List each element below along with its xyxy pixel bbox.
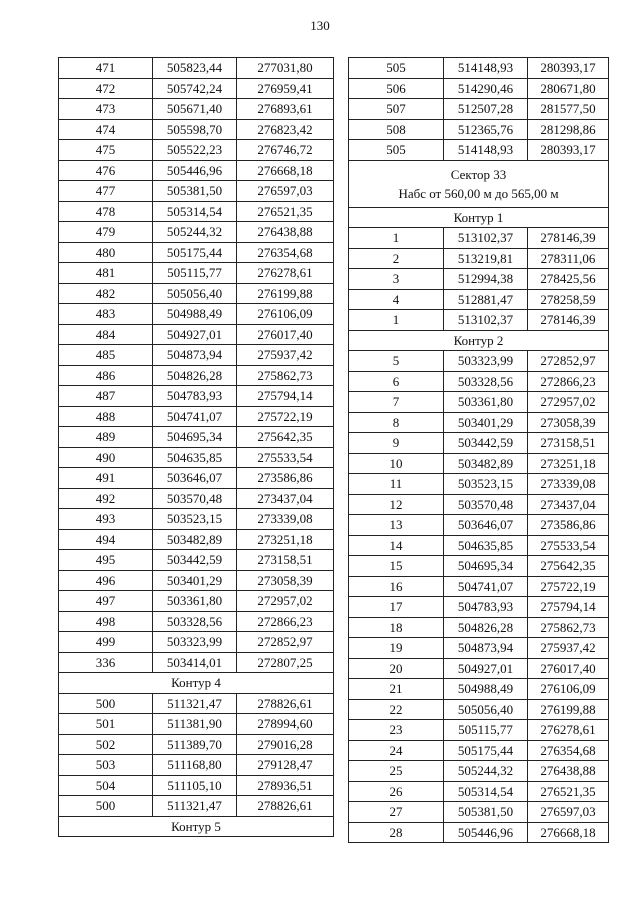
table-row — [59, 570, 334, 591]
x-coordinate-cell: 505381,50 — [444, 802, 528, 823]
table-row — [59, 386, 334, 407]
y-coordinate-cell: 278994,60 — [237, 714, 334, 735]
x-coordinate-cell: 505056,40 — [444, 699, 528, 720]
point-number-cell: 489 — [59, 427, 153, 448]
y-coordinate-cell: 272866,23 — [237, 611, 334, 632]
table-row — [349, 576, 609, 597]
contour-header: Контур 2 — [349, 330, 609, 351]
y-coordinate-cell: 276597,03 — [237, 181, 334, 202]
x-coordinate-cell: 504741,07 — [444, 576, 528, 597]
point-number-cell: 336 — [59, 652, 153, 673]
y-coordinate-cell: 276199,88 — [528, 699, 609, 720]
point-number-cell: 12 — [349, 494, 444, 515]
point-number-cell: 482 — [59, 283, 153, 304]
x-coordinate-cell: 505742,24 — [153, 78, 237, 99]
x-coordinate-cell: 503442,59 — [444, 433, 528, 454]
table-row — [349, 781, 609, 802]
point-number-cell: 26 — [349, 781, 444, 802]
point-number-cell: 25 — [349, 761, 444, 782]
point-number-cell: 472 — [59, 78, 153, 99]
y-coordinate-cell: 275642,35 — [237, 427, 334, 448]
point-number-cell: 505 — [349, 58, 444, 79]
y-coordinate-cell: 273339,08 — [528, 474, 609, 495]
x-coordinate-cell: 503328,56 — [153, 611, 237, 632]
table-row — [349, 802, 609, 823]
x-coordinate-cell: 503570,48 — [444, 494, 528, 515]
y-coordinate-cell: 273251,18 — [528, 453, 609, 474]
point-number-cell: 3 — [349, 269, 444, 290]
y-coordinate-cell: 281577,50 — [528, 99, 609, 120]
table-row — [349, 228, 609, 249]
x-coordinate-cell: 503361,80 — [153, 591, 237, 612]
y-coordinate-cell: 281298,86 — [528, 119, 609, 140]
point-number-cell: 500 — [59, 796, 153, 817]
y-coordinate-cell: 279016,28 — [237, 734, 334, 755]
y-coordinate-cell: 276354,68 — [237, 242, 334, 263]
table-row — [59, 468, 334, 489]
table-row — [59, 324, 334, 345]
y-coordinate-cell: 275862,73 — [528, 617, 609, 638]
x-coordinate-cell: 512994,38 — [444, 269, 528, 290]
x-coordinate-cell: 514148,93 — [444, 140, 528, 161]
y-coordinate-cell: 276823,42 — [237, 119, 334, 140]
table-row — [59, 529, 334, 550]
table-row — [59, 263, 334, 284]
x-coordinate-cell: 504826,28 — [444, 617, 528, 638]
x-coordinate-cell: 505314,54 — [153, 201, 237, 222]
x-coordinate-cell: 511381,90 — [153, 714, 237, 735]
point-number-cell: 480 — [59, 242, 153, 263]
table-row — [349, 617, 609, 638]
y-coordinate-cell: 272866,23 — [528, 371, 609, 392]
table-row — [349, 392, 609, 413]
coordinates-table-left — [58, 57, 334, 837]
point-number-cell: 478 — [59, 201, 153, 222]
x-coordinate-cell: 505314,54 — [444, 781, 528, 802]
y-coordinate-cell: 273058,39 — [528, 412, 609, 433]
contour-header: Контур 1 — [349, 207, 609, 228]
x-coordinate-cell: 503523,15 — [444, 474, 528, 495]
table-row — [59, 775, 334, 796]
table-row — [59, 242, 334, 263]
table-row — [349, 699, 609, 720]
table-row — [349, 99, 609, 120]
y-coordinate-cell: 272852,97 — [528, 351, 609, 372]
point-number-cell: 19 — [349, 638, 444, 659]
x-coordinate-cell: 512881,47 — [444, 289, 528, 310]
point-number-cell: 8 — [349, 412, 444, 433]
x-coordinate-cell: 513102,37 — [444, 310, 528, 331]
table-row — [349, 515, 609, 536]
y-coordinate-cell: 273339,08 — [237, 509, 334, 530]
x-coordinate-cell: 503523,15 — [153, 509, 237, 530]
point-number-cell: 506 — [349, 78, 444, 99]
x-coordinate-cell: 504927,01 — [444, 658, 528, 679]
table-row — [59, 427, 334, 448]
point-number-cell: 18 — [349, 617, 444, 638]
x-coordinate-cell: 511321,47 — [153, 693, 237, 714]
x-coordinate-cell: 505115,77 — [153, 263, 237, 284]
point-number-cell: 23 — [349, 720, 444, 741]
x-coordinate-cell: 503361,80 — [444, 392, 528, 413]
table-row — [59, 550, 334, 571]
sector-header — [349, 160, 609, 207]
point-number-cell: 505 — [349, 140, 444, 161]
point-number-cell: 1 — [349, 310, 444, 331]
point-number-cell: 501 — [59, 714, 153, 735]
x-coordinate-cell: 503442,59 — [153, 550, 237, 571]
y-coordinate-cell: 276278,61 — [237, 263, 334, 284]
point-number-cell: 27 — [349, 802, 444, 823]
x-coordinate-cell: 505446,96 — [444, 822, 528, 843]
x-coordinate-cell: 504635,85 — [153, 447, 237, 468]
table-row — [349, 658, 609, 679]
table-row — [59, 345, 334, 366]
x-coordinate-cell: 505381,50 — [153, 181, 237, 202]
y-coordinate-cell: 276521,35 — [528, 781, 609, 802]
point-number-cell: 15 — [349, 556, 444, 577]
point-number-cell: 498 — [59, 611, 153, 632]
y-coordinate-cell: 276746,72 — [237, 140, 334, 161]
point-number-cell: 477 — [59, 181, 153, 202]
point-number-cell: 495 — [59, 550, 153, 571]
point-number-cell: 481 — [59, 263, 153, 284]
x-coordinate-cell: 505175,44 — [444, 740, 528, 761]
point-number-cell: 11 — [349, 474, 444, 495]
table-row — [59, 591, 334, 612]
x-coordinate-cell: 505115,77 — [444, 720, 528, 741]
point-number-cell: 492 — [59, 488, 153, 509]
table-row — [59, 406, 334, 427]
y-coordinate-cell: 273251,18 — [237, 529, 334, 550]
y-coordinate-cell: 276959,41 — [237, 78, 334, 99]
x-coordinate-cell: 511321,47 — [153, 796, 237, 817]
x-coordinate-cell: 505244,32 — [153, 222, 237, 243]
point-number-cell: 9 — [349, 433, 444, 454]
point-number-cell: 13 — [349, 515, 444, 536]
table-row — [59, 734, 334, 755]
x-coordinate-cell: 512365,76 — [444, 119, 528, 140]
y-coordinate-cell: 275533,54 — [237, 447, 334, 468]
table-row — [59, 140, 334, 161]
table-row — [349, 761, 609, 782]
table-row — [59, 365, 334, 386]
x-coordinate-cell: 503414,01 — [153, 652, 237, 673]
x-coordinate-cell: 503323,99 — [444, 351, 528, 372]
point-number-cell: 502 — [59, 734, 153, 755]
y-coordinate-cell: 276893,61 — [237, 99, 334, 120]
x-coordinate-cell: 505598,70 — [153, 119, 237, 140]
contour-header-row — [59, 673, 334, 694]
x-coordinate-cell: 504695,34 — [153, 427, 237, 448]
point-number-cell: 490 — [59, 447, 153, 468]
y-coordinate-cell: 275533,54 — [528, 535, 609, 556]
contour-header: Контур 4 — [59, 673, 334, 694]
x-coordinate-cell: 504783,93 — [444, 597, 528, 618]
contour-header-row — [349, 207, 609, 228]
point-number-cell: 493 — [59, 509, 153, 530]
y-coordinate-cell: 276668,18 — [528, 822, 609, 843]
point-number-cell: 4 — [349, 289, 444, 310]
y-coordinate-cell: 275794,14 — [237, 386, 334, 407]
x-coordinate-cell: 504927,01 — [153, 324, 237, 345]
y-coordinate-cell: 278425,56 — [528, 269, 609, 290]
y-coordinate-cell: 273437,04 — [528, 494, 609, 515]
table-row — [349, 140, 609, 161]
table-row — [349, 556, 609, 577]
x-coordinate-cell: 513219,81 — [444, 248, 528, 269]
y-coordinate-cell: 279128,47 — [237, 755, 334, 776]
table-row — [349, 371, 609, 392]
table-row — [59, 283, 334, 304]
x-coordinate-cell: 513102,37 — [444, 228, 528, 249]
y-coordinate-cell: 272807,25 — [237, 652, 334, 673]
x-coordinate-cell: 511168,80 — [153, 755, 237, 776]
x-coordinate-cell: 503570,48 — [153, 488, 237, 509]
x-coordinate-cell: 504635,85 — [444, 535, 528, 556]
table-row — [59, 181, 334, 202]
y-coordinate-cell: 273158,51 — [237, 550, 334, 571]
x-coordinate-cell: 503482,89 — [153, 529, 237, 550]
table-row — [59, 78, 334, 99]
y-coordinate-cell: 273586,86 — [528, 515, 609, 536]
point-number-cell: 479 — [59, 222, 153, 243]
point-number-cell: 475 — [59, 140, 153, 161]
table-row — [59, 119, 334, 140]
point-number-cell: 488 — [59, 406, 153, 427]
y-coordinate-cell: 278826,61 — [237, 693, 334, 714]
point-number-cell: 494 — [59, 529, 153, 550]
contour-header-row — [349, 330, 609, 351]
y-coordinate-cell: 278311,06 — [528, 248, 609, 269]
point-number-cell: 14 — [349, 535, 444, 556]
point-number-cell: 22 — [349, 699, 444, 720]
table-row — [349, 597, 609, 618]
table-row — [349, 453, 609, 474]
x-coordinate-cell: 505175,44 — [153, 242, 237, 263]
x-coordinate-cell: 505522,23 — [153, 140, 237, 161]
table-row — [349, 494, 609, 515]
x-coordinate-cell: 504873,94 — [153, 345, 237, 366]
y-coordinate-cell: 276278,61 — [528, 720, 609, 741]
x-coordinate-cell: 514290,46 — [444, 78, 528, 99]
y-coordinate-cell: 277031,80 — [237, 58, 334, 79]
point-number-cell: 7 — [349, 392, 444, 413]
y-coordinate-cell: 276199,88 — [237, 283, 334, 304]
y-coordinate-cell: 275937,42 — [528, 638, 609, 659]
table-row — [59, 632, 334, 653]
table-row — [59, 755, 334, 776]
x-coordinate-cell: 505823,44 — [153, 58, 237, 79]
point-number-cell: 487 — [59, 386, 153, 407]
table-row — [349, 638, 609, 659]
point-number-cell: 485 — [59, 345, 153, 366]
point-number-cell: 10 — [349, 453, 444, 474]
point-number-cell: 499 — [59, 632, 153, 653]
x-coordinate-cell: 504783,93 — [153, 386, 237, 407]
point-number-cell: 471 — [59, 58, 153, 79]
point-number-cell: 24 — [349, 740, 444, 761]
y-coordinate-cell: 272957,02 — [237, 591, 334, 612]
table-row — [349, 289, 609, 310]
coordinates-table-right — [348, 57, 609, 843]
point-number-cell: 500 — [59, 693, 153, 714]
table-row — [349, 351, 609, 372]
y-coordinate-cell: 276597,03 — [528, 802, 609, 823]
y-coordinate-cell: 272852,97 — [237, 632, 334, 653]
point-number-cell: 476 — [59, 160, 153, 181]
point-number-cell: 483 — [59, 304, 153, 325]
y-coordinate-cell: 273058,39 — [237, 570, 334, 591]
table-row — [349, 474, 609, 495]
table-row — [59, 693, 334, 714]
y-coordinate-cell: 273437,04 — [237, 488, 334, 509]
table-row — [59, 99, 334, 120]
y-coordinate-cell: 275862,73 — [237, 365, 334, 386]
x-coordinate-cell: 505244,32 — [444, 761, 528, 782]
y-coordinate-cell: 276438,88 — [237, 222, 334, 243]
contour-header: Контур 5 — [59, 816, 334, 837]
x-coordinate-cell: 505446,96 — [153, 160, 237, 181]
point-number-cell: 28 — [349, 822, 444, 843]
x-coordinate-cell: 503646,07 — [153, 468, 237, 489]
table-row — [59, 488, 334, 509]
table-row — [349, 433, 609, 454]
table-row — [59, 652, 334, 673]
table-row — [59, 796, 334, 817]
y-coordinate-cell: 278826,61 — [237, 796, 334, 817]
sector-header-row — [349, 160, 609, 207]
x-coordinate-cell: 504988,49 — [444, 679, 528, 700]
page-number: 130 — [310, 18, 330, 33]
point-number-cell: 503 — [59, 755, 153, 776]
y-coordinate-cell: 275722,19 — [237, 406, 334, 427]
x-coordinate-cell: 505056,40 — [153, 283, 237, 304]
y-coordinate-cell: 276017,40 — [237, 324, 334, 345]
x-coordinate-cell: 505671,40 — [153, 99, 237, 120]
x-coordinate-cell: 511105,10 — [153, 775, 237, 796]
x-coordinate-cell: 504873,94 — [444, 638, 528, 659]
y-coordinate-cell: 276106,09 — [237, 304, 334, 325]
y-coordinate-cell: 280671,80 — [528, 78, 609, 99]
x-coordinate-cell: 504826,28 — [153, 365, 237, 386]
point-number-cell: 473 — [59, 99, 153, 120]
point-number-cell: 474 — [59, 119, 153, 140]
table-row — [59, 611, 334, 632]
table-row — [349, 248, 609, 269]
table-row — [349, 679, 609, 700]
table-row — [59, 58, 334, 79]
y-coordinate-cell: 275722,19 — [528, 576, 609, 597]
table-row — [59, 714, 334, 735]
x-coordinate-cell: 503482,89 — [444, 453, 528, 474]
table-row — [349, 720, 609, 741]
point-number-cell: 497 — [59, 591, 153, 612]
table-row — [59, 160, 334, 181]
x-coordinate-cell: 503323,99 — [153, 632, 237, 653]
table-row — [349, 78, 609, 99]
y-coordinate-cell: 276017,40 — [528, 658, 609, 679]
x-coordinate-cell: 514148,93 — [444, 58, 528, 79]
sector-height-range: Набс от 560,00 м до 565,00 м — [398, 185, 559, 201]
y-coordinate-cell: 278936,51 — [237, 775, 334, 796]
table-row — [349, 535, 609, 556]
table-row — [349, 740, 609, 761]
y-coordinate-cell: 276521,35 — [237, 201, 334, 222]
point-number-cell: 486 — [59, 365, 153, 386]
y-coordinate-cell: 278258,59 — [528, 289, 609, 310]
table-row — [349, 119, 609, 140]
contour-header-row — [59, 816, 334, 837]
x-coordinate-cell: 504988,49 — [153, 304, 237, 325]
table-row — [59, 447, 334, 468]
table-row — [349, 412, 609, 433]
point-number-cell: 16 — [349, 576, 444, 597]
point-number-cell: 20 — [349, 658, 444, 679]
point-number-cell: 508 — [349, 119, 444, 140]
y-coordinate-cell: 276354,68 — [528, 740, 609, 761]
y-coordinate-cell: 276106,09 — [528, 679, 609, 700]
point-number-cell: 507 — [349, 99, 444, 120]
y-coordinate-cell: 280393,17 — [528, 58, 609, 79]
x-coordinate-cell: 512507,28 — [444, 99, 528, 120]
x-coordinate-cell: 503401,29 — [444, 412, 528, 433]
x-coordinate-cell: 503401,29 — [153, 570, 237, 591]
point-number-cell: 504 — [59, 775, 153, 796]
point-number-cell: 1 — [349, 228, 444, 249]
table-row — [349, 822, 609, 843]
table-row — [59, 304, 334, 325]
x-coordinate-cell: 504741,07 — [153, 406, 237, 427]
point-number-cell: 484 — [59, 324, 153, 345]
y-coordinate-cell: 276668,18 — [237, 160, 334, 181]
point-number-cell: 496 — [59, 570, 153, 591]
table-row — [349, 269, 609, 290]
x-coordinate-cell: 503646,07 — [444, 515, 528, 536]
point-number-cell: 2 — [349, 248, 444, 269]
point-number-cell: 5 — [349, 351, 444, 372]
x-coordinate-cell: 503328,56 — [444, 371, 528, 392]
y-coordinate-cell: 272957,02 — [528, 392, 609, 413]
point-number-cell: 491 — [59, 468, 153, 489]
point-number-cell: 17 — [349, 597, 444, 618]
y-coordinate-cell: 280393,17 — [528, 140, 609, 161]
table-row — [349, 310, 609, 331]
y-coordinate-cell: 278146,39 — [528, 310, 609, 331]
x-coordinate-cell: 504695,34 — [444, 556, 528, 577]
point-number-cell: 21 — [349, 679, 444, 700]
x-coordinate-cell: 511389,70 — [153, 734, 237, 755]
y-coordinate-cell: 273586,86 — [237, 468, 334, 489]
table-row — [59, 222, 334, 243]
y-coordinate-cell: 273158,51 — [528, 433, 609, 454]
y-coordinate-cell: 275794,14 — [528, 597, 609, 618]
y-coordinate-cell: 275937,42 — [237, 345, 334, 366]
point-number-cell: 6 — [349, 371, 444, 392]
table-row — [59, 201, 334, 222]
y-coordinate-cell: 278146,39 — [528, 228, 609, 249]
table-row — [59, 509, 334, 530]
y-coordinate-cell: 276438,88 — [528, 761, 609, 782]
sector-title: Сектор 33 — [450, 166, 507, 182]
table-row — [349, 58, 609, 79]
y-coordinate-cell: 275642,35 — [528, 556, 609, 577]
